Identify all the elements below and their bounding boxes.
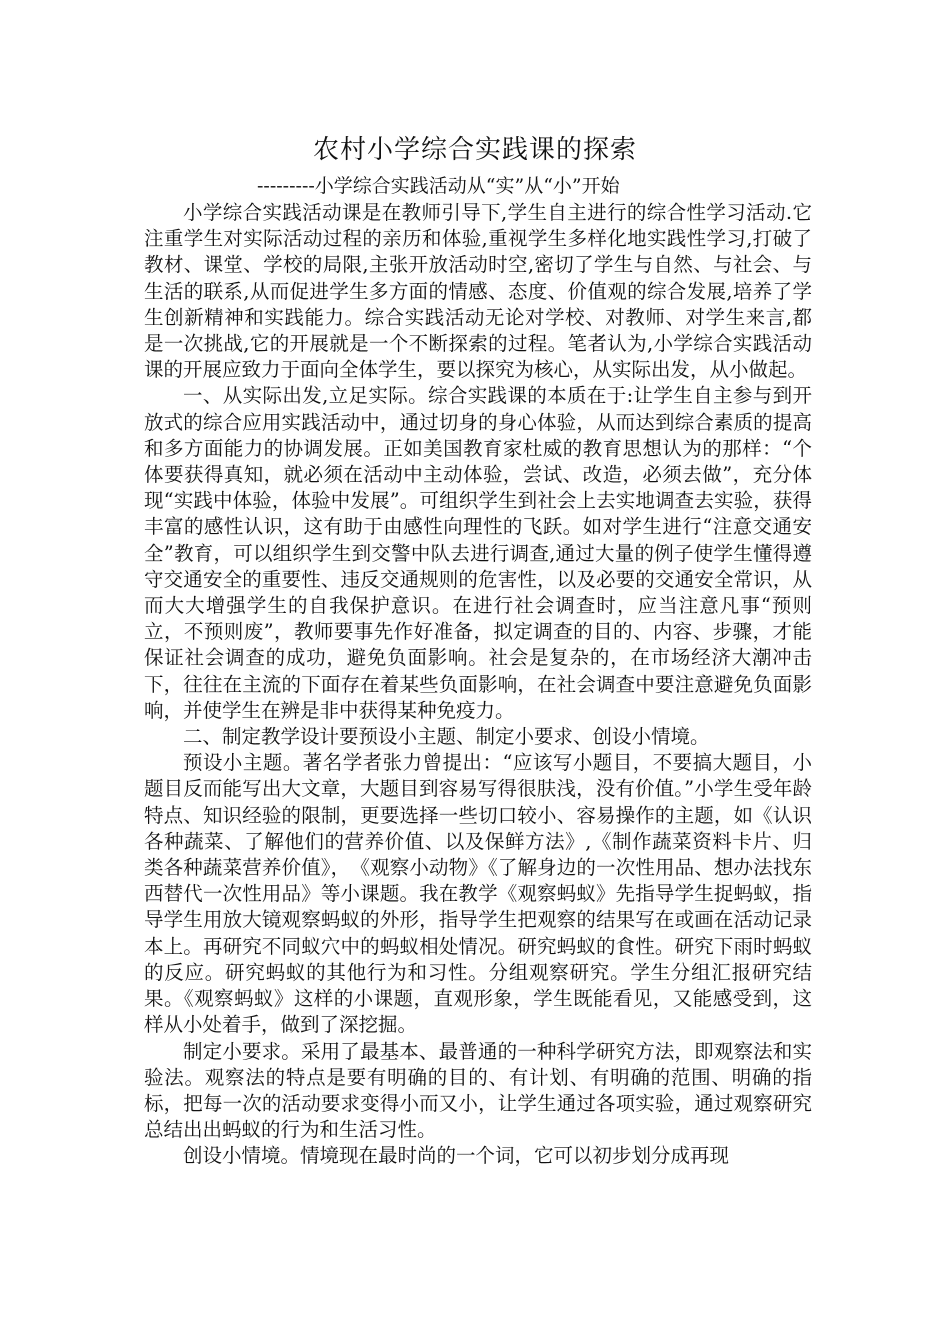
paragraph-small-requirement: 制定小要求。采用了最基本、最普通的一种科学研究方法，即观察法和实验法。观察法的特点是要有明确的目的、有计划、有明确的范围、明确的指标，把每一次的活动要求变得小而又小，让学生通过各项实验，通过观察研究总结出出蚂蚁的行为和生活习性。 — [144, 1039, 812, 1142]
document-title: 农村小学综合实践课的探索 — [312, 135, 637, 165]
paragraph-section-2-heading: 二、制定教学设计要预设小主题、制定小要求、创设小情境。 — [183, 725, 710, 749]
paragraph-intro: 小学综合实践活动课是在教师引导下,学生自主进行的综合性学习活动.它注重学生对实际活动过程的亲历和体验,重视学生多样化地实践性学习,打破了教材、课堂、学校的局限,主张开放活动时空,密切了学生与自然、与社会、与生活的联系,从而促进学生多方面的情感、态度、价值观的综合发展,培养了学生创新精神和实践能力。综合实践活动无论对学校、对教师、对学生来言,都是一次挑战,它的开展就是一个不断探索的过程。笔者认为,小学综合实践活动课的开展应致力于面向全体学生，要以探究为核心，从实际出发，从小做起。 — [144, 201, 812, 382]
paragraph-small-topic: 预设小主题。著名学者张力曾提出：“应该写小题目，不要搞大题目，小题目反而能写出大文章，大题目到容易写得很肤浅，没有价值。”小学生受年龄特点、知识经验的限制，更要选择一些切口较小、容易操作的主题，如《认识各种蔬菜、了解他们的营养价值、以及保鲜方法》,《制作蔬菜资料卡片、归类各种蔬菜营养价值》， 《观察小动物》《了解身边的一次性用品、想办法找东西替代一次性用品》等小课题。我在教学《观察蚂蚁》先指导学生捉蚂蚁，指导学生用放大镜观察蚂蚁的外形，指导学生把观察的结果写在或画在活动记录本上。再研究不同蚁穴中的蚂蚁相处情况。研究蚂蚁的食性。研究下雨时蚂蚁的反应。研究蚂蚁的其他行为和习性。分组观察研究。学生分组汇报研究结果。《观察蚂蚁》这样的小课题，直观形象，学生既能看见，又能感受到，这样从小处着手，做到了深挖掘。 — [144, 751, 812, 1037]
document-body — [144, 200, 812, 1170]
document-subtitle: ---------小学综合实践活动从“实”从“小”开始 — [257, 175, 620, 197]
paragraph-small-situation: 创设小情境。情境现在最时尚的一个词，它可以初步划分成再现 — [183, 1144, 730, 1168]
paragraph-section-1: 一、从实际出发,立足实际。综合实践课的本质在于:让学生自主参与到开放式的综合应用实践活动中，通过切身的身心体验，从而达到综合素质的提高和多方面能力的协调发展。正如美国教育家杜威的教育思想认为的那样：“个体要获得真知，就必须在活动中主动体验，尝试、改造，必须去做”，充分体现“实践中体验，体验中发展”。可组织学生到社会上去实地调查去实验，获得丰富的感性认识，这有助于由感性向理性的飞跃。如对学生进行“注意交通安全”教育，可以组织学生到交警中队去进行调查,通过大量的例子使学生懂得遵守交通安全的重要性、违反交通规则的危害性，以及必要的交通安全常识，从而大大增强学生的自我保护意识。在进行社会调查时，应当注意凡事“预则立，不预则废”，教师要事先作好准备，拟定调查的目的、内容、步骤，才能保证社会调查的成功，避免负面影响。社会是复杂的，在市场经济大潮冲击下，往往在主流的下面存在着某些负面影响，在社会调查中要注意避免负面影响，并使学生在辨是非中获得某种免疫力。 — [144, 384, 812, 722]
